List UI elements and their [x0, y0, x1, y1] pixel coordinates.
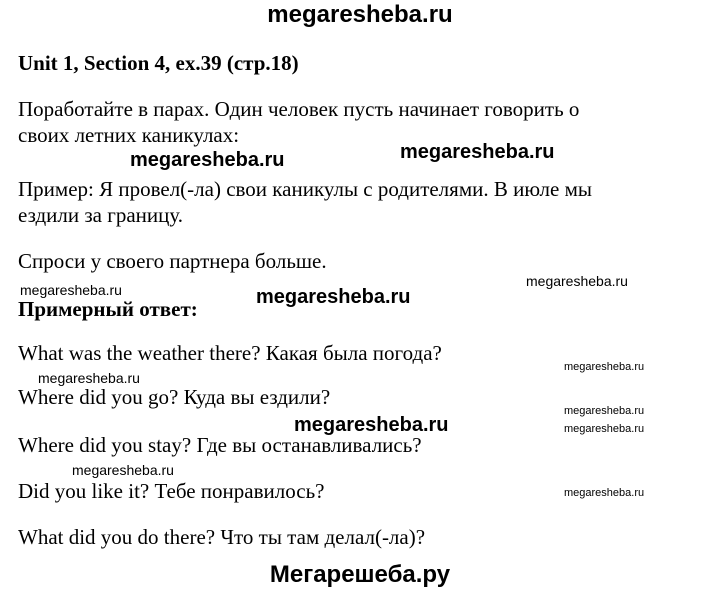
- site-header: megaresheba.ru: [267, 1, 453, 28]
- ask-more-text: Спроси у своего партнера больше.: [18, 249, 327, 273]
- example-line-1: Пример: Я провел(-ла) свои каникулы с родителями. В июле мы: [18, 177, 592, 201]
- watermark: megaresheba.ru: [564, 423, 645, 435]
- site-footer: Мегарешеба.ру: [269, 561, 451, 588]
- watermark: megaresheba.ru: [526, 273, 628, 289]
- watermark: megaresheba.ru: [564, 361, 645, 373]
- watermark: megaresheba.ru: [130, 149, 285, 171]
- answer-question: Did you like it? Тебе понравилось?: [18, 479, 325, 503]
- watermark: megaresheba.ru: [400, 141, 555, 163]
- watermark: megaresheba.ru: [294, 414, 449, 436]
- watermark: megaresheba.ru: [564, 405, 645, 417]
- watermark: megaresheba.ru: [256, 286, 411, 308]
- watermark: megaresheba.ru: [72, 462, 174, 478]
- watermark: megaresheba.ru: [20, 282, 122, 298]
- answer-heading: Примерный ответ:: [18, 297, 198, 321]
- watermark: megaresheba.ru: [564, 487, 645, 499]
- answer-question: Where did you stay? Где вы останавливались?: [18, 433, 422, 457]
- instruction-line-2: своих летних каникулах:: [18, 123, 240, 147]
- exercise-title: Unit 1, Section 4, ex.39 (стр.18): [18, 51, 299, 75]
- answer-question: Where did you go? Куда вы ездили?: [18, 385, 331, 409]
- example-line-2: ездили за границу.: [18, 203, 184, 227]
- instruction-line-1: Поработайте в парах. Один человек пусть начинает говорить о: [18, 97, 580, 121]
- answer-question: What did you do there? Что ты там делал(-ла)?: [18, 525, 426, 549]
- answer-question: What was the weather there? Какая была погода?: [18, 341, 442, 365]
- watermark: megaresheba.ru: [38, 370, 140, 386]
